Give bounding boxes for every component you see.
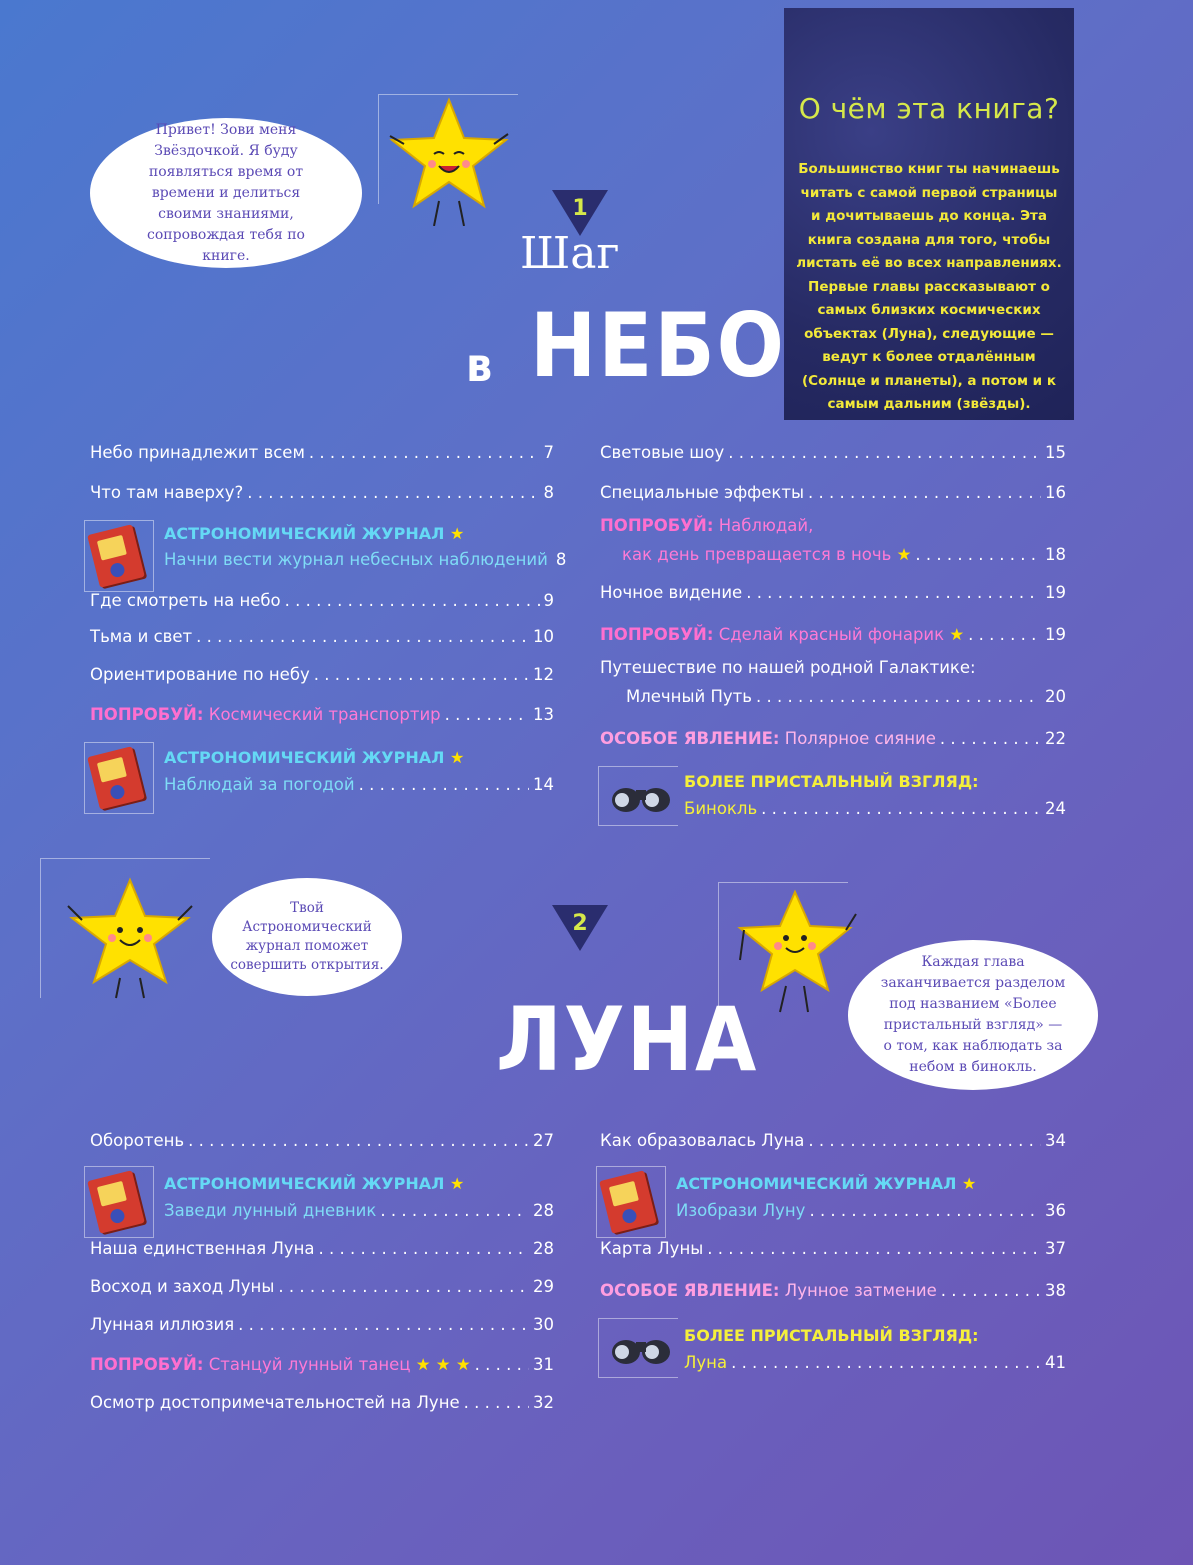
toc-page-number: 8: [555, 550, 567, 569]
star-icon: ★: [962, 1174, 977, 1193]
toc-page-number: 8: [543, 483, 554, 502]
toc-page-number: 24: [1045, 799, 1066, 818]
toc-entry[interactable]: [90, 1272, 554, 1296]
toc-entry[interactable]: [90, 1310, 554, 1334]
toc-entry[interactable]: [164, 770, 554, 794]
toc-entry-label: Изобрази Луну: [676, 1201, 806, 1220]
toc-entry-label: Оборотень: [90, 1131, 185, 1150]
toc-entry-label: Станцуй лунный танец: [208, 1355, 411, 1374]
toc-tag: АСТРОНОМИЧЕСКИЙ ЖУРНАЛ ★: [164, 524, 465, 543]
journal-book-icon: [87, 524, 145, 588]
toc-page-number: 9: [543, 591, 554, 610]
toc-page-number: 19: [1045, 583, 1066, 602]
journal-icon-frame: [84, 742, 154, 814]
star-icon: ★ ★ ★: [415, 1355, 471, 1374]
toc-page-number: 12: [533, 665, 554, 684]
toc-entry-label: Наша единственная Луна: [90, 1239, 315, 1258]
toc-entry-label: Тьма и свет: [90, 627, 193, 646]
toc-page-number: 32: [533, 1393, 554, 1412]
star-icon: ★: [949, 625, 965, 644]
journal-icon-frame: [84, 1166, 154, 1238]
toc-entry[interactable]: [90, 622, 554, 646]
star-icon: ★: [450, 748, 465, 767]
toc-entry-label: Осмотр достопримечательностей на Луне: [90, 1393, 460, 1412]
toc-tag: ПОПРОБУЙ:: [90, 1355, 204, 1374]
toc-page-number: 28: [533, 1239, 554, 1258]
toc-entry-label: Начни вести журнал небесных наблюдений: [164, 550, 548, 569]
intro-box: [784, 8, 1074, 420]
toc-entry-line1: ПОПРОБУЙ: Наблюдай,: [600, 516, 814, 535]
toc-entry[interactable]: [622, 540, 1066, 564]
toc-page-number: 20: [1045, 687, 1066, 706]
toc-page-number: 22: [1045, 729, 1066, 748]
toc-entry-label: Лунное затмение: [784, 1281, 937, 1300]
chapter-number: 1: [572, 196, 588, 221]
toc-entry-label: Луна: [684, 1353, 728, 1372]
speech-bubble-closer-look: [848, 940, 1098, 1090]
toc-entry-label: Ориентирование по небу: [90, 665, 310, 684]
toc-entry-label: Сделай красный фонарик: [718, 625, 945, 644]
toc-page-number: 15: [1045, 443, 1066, 462]
toc-entry[interactable]: [626, 682, 1066, 706]
toc-entry[interactable]: [600, 1234, 1066, 1258]
toc-page-number: 18: [1045, 545, 1066, 564]
toc-tag: ОСОБОЕ ЯВЛЕНИЕ:: [600, 1281, 780, 1300]
intro-title: О чём эта книга?: [798, 92, 1060, 125]
toc-entry[interactable]: [90, 1388, 554, 1412]
toc-entry-label: Восход и заход Луны: [90, 1277, 275, 1296]
chapter-title: НЕБО: [530, 294, 786, 397]
toc-entry[interactable]: [164, 545, 567, 569]
star-icon: ★: [450, 1174, 465, 1193]
toc-entry[interactable]: [676, 1196, 1066, 1220]
toc-entry-label: Ночное видение: [600, 583, 743, 602]
toc-page-number: 10: [533, 627, 554, 646]
speech-bubble-text: Каждая глава заканчивается разделом под названием «Более пристальный взгляд» — о том, как наблюдать за небом в бинокль.: [880, 954, 1066, 1075]
toc-entry[interactable]: [90, 1234, 554, 1258]
journal-icon-frame: [596, 1166, 666, 1238]
toc-entry-label: как день превращается в ночь: [622, 545, 892, 564]
speech-bubble-text: Твой Астрономический журнал поможет совершить открытия.: [230, 900, 384, 973]
toc-entry-label: Бинокль: [684, 799, 758, 818]
toc-entry-label: Специальные эффекты: [600, 483, 805, 502]
toc-entry-label: Заведи лунный дневник: [164, 1201, 377, 1220]
toc-page-number: 38: [1045, 1281, 1066, 1300]
toc-entry-label: Полярное сияние: [784, 729, 936, 748]
speech-bubble-text: Привет! Зови меня Звёздочкой. Я буду появляться время от времени и делиться своими знаниями, сопровождая тебя по книге.: [147, 121, 305, 264]
toc-tag: ПОПРОБУЙ:: [90, 705, 204, 724]
toc-page-number: 7: [543, 443, 554, 462]
chapter-title-prefix: в: [466, 338, 493, 392]
toc-page-number: 28: [533, 1201, 554, 1220]
toc-entry[interactable]: [600, 578, 1066, 602]
speech-bubble-journal: [212, 878, 402, 996]
toc-entry-line1: Путешествие по нашей родной Галактике:: [600, 658, 976, 677]
star-character-icon: [384, 96, 514, 226]
intro-text: Большинство книг ты начинаешь читать с самой первой страницы и дочитываешь до конца. Эта книга создана для того, чтобы листать её во всех направлениях. Первые главы рассказывают о самых близких космических объектах (Луна), следующие — ведут к более отдалённым (Солнце и планеты), а потом и к самым дальним (звёзды).: [796, 161, 1062, 412]
toc-entry-label: Небо принадлежит всем: [90, 443, 305, 462]
toc-entry[interactable]: [600, 478, 1066, 502]
toc-page-number: 19: [1045, 625, 1066, 644]
toc-entry-label: Карта Луны: [600, 1239, 704, 1258]
journal-icon-frame: [84, 520, 154, 592]
toc-entry-label: Лунная иллюзия: [90, 1315, 235, 1334]
toc-entry[interactable]: [684, 1348, 1066, 1372]
star-character-icon: [60, 874, 200, 1004]
toc-page-number: 36: [1045, 1201, 1066, 1220]
toc-page-number: 27: [533, 1131, 554, 1150]
toc-page-number: 16: [1045, 483, 1066, 502]
toc-entry[interactable]: [90, 586, 554, 610]
toc-tag: АСТРОНОМИЧЕСКИЙ ЖУРНАЛ ★: [676, 1174, 977, 1193]
star-character-icon: [730, 886, 860, 1016]
toc-entry[interactable]: [600, 724, 1066, 748]
toc-entry-label: Космический транспортир: [208, 705, 441, 724]
toc-page-number: 14: [533, 775, 554, 794]
toc-entry[interactable]: [600, 1276, 1066, 1300]
toc-tag: ПОПРОБУЙ:: [600, 625, 714, 644]
toc-page-number: 29: [533, 1277, 554, 1296]
toc-entry-label: Где смотреть на небо: [90, 591, 281, 610]
toc-entry-label: Световые шоу: [600, 443, 725, 462]
toc-tag: ОСОБОЕ ЯВЛЕНИЕ:: [600, 729, 780, 748]
toc-entry[interactable]: [90, 700, 554, 724]
toc-entry[interactable]: [600, 1126, 1066, 1150]
toc-page-number: 31: [533, 1355, 554, 1374]
toc-entry[interactable]: [600, 620, 1066, 644]
star-icon: ★: [896, 545, 912, 564]
chapter-title: ЛУНА: [496, 988, 759, 1091]
toc-entry[interactable]: [164, 1196, 554, 1220]
toc-tag: АСТРОНОМИЧЕСКИЙ ЖУРНАЛ ★: [164, 1174, 465, 1193]
toc-tag: БОЛЕЕ ПРИСТАЛЬНЫЙ ВЗГЛЯД:: [684, 1326, 979, 1345]
chapter-step-label: Шаг: [520, 228, 620, 279]
toc-page-number: 34: [1045, 1131, 1066, 1150]
toc-tag: ПОПРОБУЙ:: [600, 516, 714, 535]
toc-entry[interactable]: [600, 438, 1066, 462]
toc-entry[interactable]: [90, 438, 554, 462]
journal-book-icon: [87, 1170, 145, 1234]
toc-entry[interactable]: [90, 660, 554, 684]
binoculars-icon: [606, 778, 678, 822]
star-icon: ★: [450, 524, 465, 543]
toc-entry[interactable]: [684, 794, 1066, 818]
toc-entry[interactable]: [90, 478, 554, 502]
toc-entry-label: Млечный Путь: [626, 687, 752, 706]
chapter-marker: [552, 905, 608, 951]
toc-page-number: 41: [1045, 1353, 1066, 1372]
toc-page-number: 30: [533, 1315, 554, 1334]
chapter-number: 2: [572, 911, 588, 936]
journal-book-icon: [599, 1170, 657, 1234]
toc-tag: АСТРОНОМИЧЕСКИЙ ЖУРНАЛ ★: [164, 748, 465, 767]
journal-book-icon: [87, 746, 145, 810]
toc-entry-label: Наблюдай за погодой: [164, 775, 355, 794]
toc-entry[interactable]: [90, 1350, 554, 1374]
toc-entry-label: Что там наверху?: [90, 483, 244, 502]
toc-page-number: 37: [1045, 1239, 1066, 1258]
toc-entry-label: Как образовалась Луна: [600, 1131, 805, 1150]
toc-tag: БОЛЕЕ ПРИСТАЛЬНЫЙ ВЗГЛЯД:: [684, 772, 979, 791]
binoculars-icon: [606, 1330, 678, 1374]
toc-entry[interactable]: [90, 1126, 554, 1150]
toc-page-number: 13: [533, 705, 554, 724]
speech-bubble-intro: [90, 118, 362, 268]
